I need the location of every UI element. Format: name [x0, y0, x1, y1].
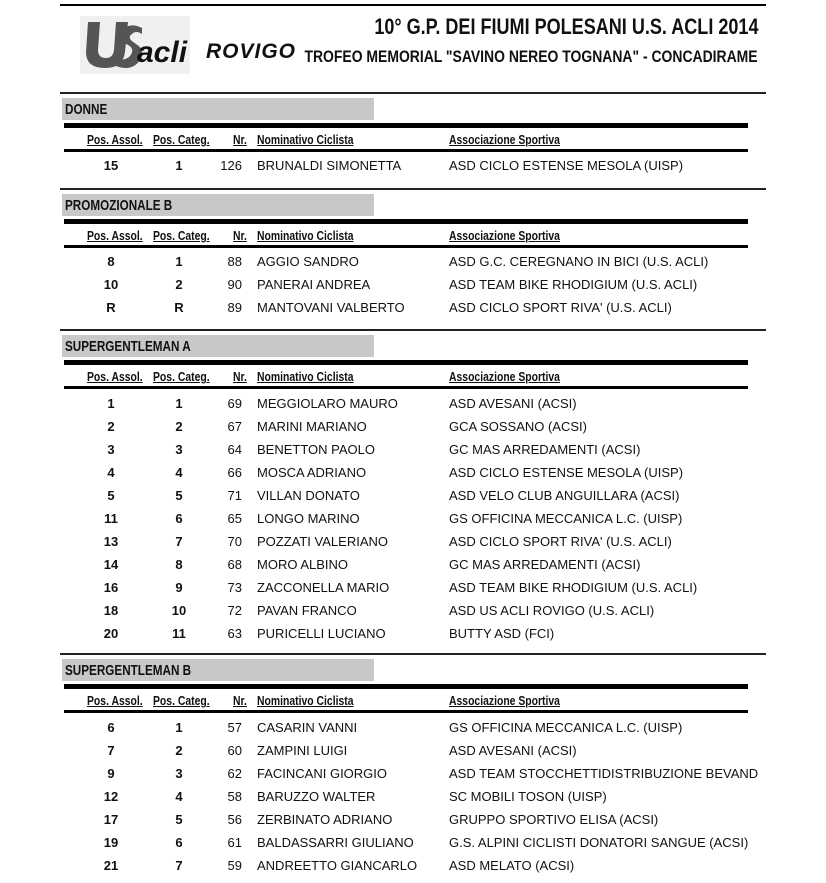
- position-category: 11: [172, 626, 186, 641]
- position-category: 5: [175, 812, 183, 827]
- team-name: GRUPPO SPORTIVO ELISA (ACSI): [449, 812, 659, 827]
- position-category: 2: [175, 743, 183, 758]
- team-name: GS OFFICINA MECCANICA L.C. (UISP): [449, 720, 683, 735]
- column-header-name: Nominativo Ciclista: [257, 369, 354, 384]
- rider-name: BENETTON PAOLO: [257, 442, 375, 457]
- position-category: 6: [175, 835, 183, 850]
- rider-name: BARUZZO WALTER: [257, 789, 376, 804]
- header-rule-bottom: [64, 386, 748, 389]
- rider-name: PAVAN FRANCO: [257, 603, 357, 618]
- header-rule-bottom: [64, 149, 748, 152]
- position-overall: 8: [107, 254, 115, 269]
- table-row: [0, 465, 826, 488]
- position-category: 10: [171, 603, 187, 618]
- rider-name: VILLAN DONATO: [257, 488, 360, 503]
- column-header-nr: Nr.: [233, 228, 247, 243]
- team-name: ASD G.C. CEREGNANO IN BICI (U.S. ACLI): [449, 254, 709, 269]
- us-acli-logo: [80, 16, 190, 74]
- column-header-nr: Nr.: [233, 693, 247, 708]
- rider-name: PANERAI ANDREA: [257, 277, 371, 292]
- position-category: 2: [175, 277, 183, 292]
- column-header-name: Nominativo Ciclista: [257, 132, 354, 147]
- table-row: [0, 488, 826, 511]
- column-header-pos: Pos. Assol.: [87, 693, 143, 708]
- position-category: 9: [175, 580, 183, 595]
- team-name: ASD CICLO ESTENSE MESOLA (UISP): [449, 465, 684, 480]
- bib-number: 90: [227, 277, 242, 292]
- rider-name: MEGGIOLARO MAURO: [257, 396, 398, 411]
- column-header-cat: Pos. Categ.: [153, 693, 210, 708]
- team-name: ASD CICLO SPORT RIVA' (U.S. ACLI): [449, 534, 672, 549]
- position-overall: 12: [103, 789, 119, 804]
- table-row: [0, 720, 826, 743]
- rider-name: MORO ALBINO: [257, 557, 349, 572]
- category-title: SUPERGENTLEMAN B: [65, 662, 192, 679]
- position-category: 3: [175, 442, 183, 457]
- bib-number: 64: [227, 442, 242, 457]
- position-category: 1: [175, 396, 183, 411]
- rider-name: MANTOVANI VALBERTO: [257, 300, 405, 315]
- header-rule-top: [64, 684, 748, 689]
- team-name: GC MAS ARREDAMENTI (ACSI): [449, 557, 641, 572]
- position-overall: 9: [107, 766, 115, 781]
- page-subtitle: TROFEO MEMORIAL "SAVINO NEREO TOGNANA" - CONCADIRAME: [304, 47, 758, 66]
- rider-name: MOSCA ADRIANO: [257, 465, 367, 480]
- category-bar: [62, 98, 374, 120]
- bib-number: 65: [227, 511, 242, 526]
- position-category: 1: [175, 720, 183, 735]
- team-name: ASD AVESANI (ACSI): [449, 743, 577, 758]
- column-header-team: Associazione Sportiva: [449, 132, 560, 147]
- position-overall: 5: [107, 488, 115, 503]
- team-name: GCA SOSSANO (ACSI): [449, 419, 587, 434]
- position-category: 1: [175, 254, 183, 269]
- table-row: [0, 766, 826, 789]
- category-title: DONNE: [65, 101, 108, 118]
- rider-name: POZZATI VALERIANO: [257, 534, 388, 549]
- position-category: 4: [175, 789, 183, 804]
- rider-name: ANDREETTO GIANCARLO: [257, 858, 418, 873]
- position-category: 4: [175, 465, 183, 480]
- bib-number: 58: [227, 789, 242, 804]
- category-title: PROMOZIONALE B: [65, 197, 173, 214]
- position-category: 6: [175, 511, 183, 526]
- position-overall: 16: [103, 580, 119, 595]
- position-category: 3: [175, 766, 183, 781]
- position-overall: 3: [107, 442, 115, 457]
- team-name: ASD VELO CLUB ANGUILLARA (ACSI): [449, 488, 680, 503]
- rider-name: ZERBINATO ADRIANO: [257, 812, 393, 827]
- table-row: [0, 254, 826, 277]
- table-row: [0, 534, 826, 557]
- position-overall: 11: [104, 511, 118, 526]
- header-rule-bottom: [64, 245, 748, 248]
- bib-number: 69: [227, 396, 242, 411]
- team-name: ASD CICLO ESTENSE MESOLA (UISP): [449, 158, 684, 173]
- bib-number: 71: [227, 488, 242, 503]
- column-header-name: Nominativo Ciclista: [257, 228, 354, 243]
- position-category: 8: [175, 557, 183, 572]
- section-divider: [60, 653, 766, 655]
- bib-number: 68: [227, 557, 242, 572]
- bib-number: 66: [227, 465, 242, 480]
- column-header-name: Nominativo Ciclista: [257, 693, 354, 708]
- bib-number: 56: [227, 812, 242, 827]
- rider-name: BALDASSARRI GIULIANO: [257, 835, 414, 850]
- position-overall: 19: [103, 835, 119, 850]
- bib-number: 62: [227, 766, 242, 781]
- rider-name: PURICELLI LUCIANO: [257, 626, 386, 641]
- position-overall: 7: [107, 743, 115, 758]
- column-header-cat: Pos. Categ.: [153, 369, 210, 384]
- position-overall: 4: [107, 465, 115, 480]
- position-overall: 20: [103, 626, 119, 641]
- table-row: [0, 419, 826, 442]
- column-header-team: Associazione Sportiva: [449, 228, 560, 243]
- table-row: [0, 442, 826, 465]
- table-row: [0, 158, 826, 181]
- team-name: SC MOBILI TOSON (UISP): [449, 789, 607, 804]
- team-name: ASD TEAM BIKE RHODIGIUM (U.S. ACLI): [449, 277, 698, 292]
- column-header-team: Associazione Sportiva: [449, 693, 560, 708]
- position-overall: 18: [103, 603, 119, 618]
- section-divider: [60, 188, 766, 190]
- bib-number: 70: [227, 534, 242, 549]
- header-rule-top: [64, 123, 748, 128]
- bib-number: 89: [227, 300, 242, 315]
- category-title: SUPERGENTLEMAN A: [65, 338, 191, 355]
- table-row: [0, 858, 826, 881]
- table-row: [0, 277, 826, 300]
- team-name: ASD CICLO SPORT RIVA' (U.S. ACLI): [449, 300, 672, 315]
- svg-text:acli: acli: [137, 36, 188, 69]
- page-title: 10° G.P. DEI FIUMI POLESANI U.S. ACLI 2014: [373, 14, 758, 39]
- rider-name: AGGIO SANDRO: [257, 254, 359, 269]
- bib-number: 59: [227, 858, 242, 873]
- table-row: [0, 557, 826, 580]
- category-bar: [62, 194, 374, 216]
- position-category: 1: [175, 158, 183, 173]
- bib-number: 126: [220, 158, 242, 173]
- column-header-nr: Nr.: [233, 369, 247, 384]
- table-row: [0, 300, 826, 323]
- top-rule: [60, 4, 766, 6]
- city-label: ROVIGO: [206, 40, 297, 63]
- column-header-pos: Pos. Assol.: [87, 369, 143, 384]
- team-name: ASD TEAM STOCCHETTIDISTRIBUZIONE BEVAND: [449, 766, 759, 781]
- position-category: 7: [175, 858, 183, 873]
- table-row: [0, 812, 826, 835]
- position-category: 7: [175, 534, 183, 549]
- bib-number: 60: [227, 743, 242, 758]
- team-name: GC MAS ARREDAMENTI (ACSI): [449, 442, 641, 457]
- table-row: [0, 626, 826, 649]
- position-overall: 17: [103, 812, 119, 827]
- position-overall: 21: [103, 858, 119, 873]
- rider-name: ZAMPINI LUIGI: [257, 743, 348, 758]
- position-category: R: [174, 300, 184, 315]
- rider-name: LONGO MARINO: [257, 511, 360, 526]
- rider-name: MARINI MARIANO: [257, 419, 367, 434]
- header-rule-bottom: [64, 710, 748, 713]
- column-header-pos: Pos. Assol.: [87, 132, 143, 147]
- position-overall: 2: [107, 419, 115, 434]
- table-row: [0, 580, 826, 603]
- rider-name: FACINCANI GIORGIO: [257, 766, 388, 781]
- section-divider: [60, 92, 766, 94]
- table-row: [0, 743, 826, 766]
- column-header-nr: Nr.: [233, 132, 247, 147]
- bib-number: 67: [227, 419, 242, 434]
- position-overall: 10: [103, 277, 119, 292]
- bib-number: 73: [227, 580, 242, 595]
- table-row: [0, 603, 826, 626]
- column-header-cat: Pos. Categ.: [153, 228, 210, 243]
- team-name: ASD TEAM BIKE RHODIGIUM (U.S. ACLI): [449, 580, 698, 595]
- column-header-cat: Pos. Categ.: [153, 132, 210, 147]
- column-header-pos: Pos. Assol.: [87, 228, 143, 243]
- position-category: 2: [175, 419, 183, 434]
- team-name: G.S. ALPINI CICLISTI DONATORI SANGUE (ACSI): [449, 835, 749, 850]
- rider-name: ZACCONELLA MARIO: [257, 580, 390, 595]
- category-bar: [62, 659, 374, 681]
- team-name: BUTTY ASD (FCI): [449, 626, 555, 641]
- bib-number: 57: [227, 720, 242, 735]
- section-divider: [60, 329, 766, 331]
- position-category: 5: [175, 488, 183, 503]
- team-name: ASD US ACLI ROVIGO (U.S. ACLI): [449, 603, 655, 618]
- category-bar: [62, 335, 374, 357]
- rider-name: BRUNALDI SIMONETTA: [257, 158, 402, 173]
- team-name: GS OFFICINA MECCANICA L.C. (UISP): [449, 511, 683, 526]
- position-overall: 1: [107, 396, 115, 411]
- bib-number: 88: [227, 254, 242, 269]
- team-name: ASD AVESANI (ACSI): [449, 396, 577, 411]
- bib-number: 63: [227, 626, 242, 641]
- bib-number: 61: [227, 835, 242, 850]
- table-row: [0, 789, 826, 812]
- position-overall: 6: [107, 720, 115, 735]
- rider-name: CASARIN VANNI: [257, 720, 358, 735]
- position-overall: R: [106, 300, 116, 315]
- column-header-team: Associazione Sportiva: [449, 369, 560, 384]
- position-overall: 15: [103, 158, 119, 173]
- table-row: [0, 511, 826, 534]
- header-rule-top: [64, 219, 748, 224]
- position-overall: 14: [103, 557, 119, 572]
- table-row: [0, 396, 826, 419]
- bib-number: 72: [227, 603, 242, 618]
- position-overall: 13: [103, 534, 119, 549]
- team-name: ASD MELATO (ACSI): [449, 858, 575, 873]
- header-rule-top: [64, 360, 748, 365]
- table-row: [0, 835, 826, 858]
